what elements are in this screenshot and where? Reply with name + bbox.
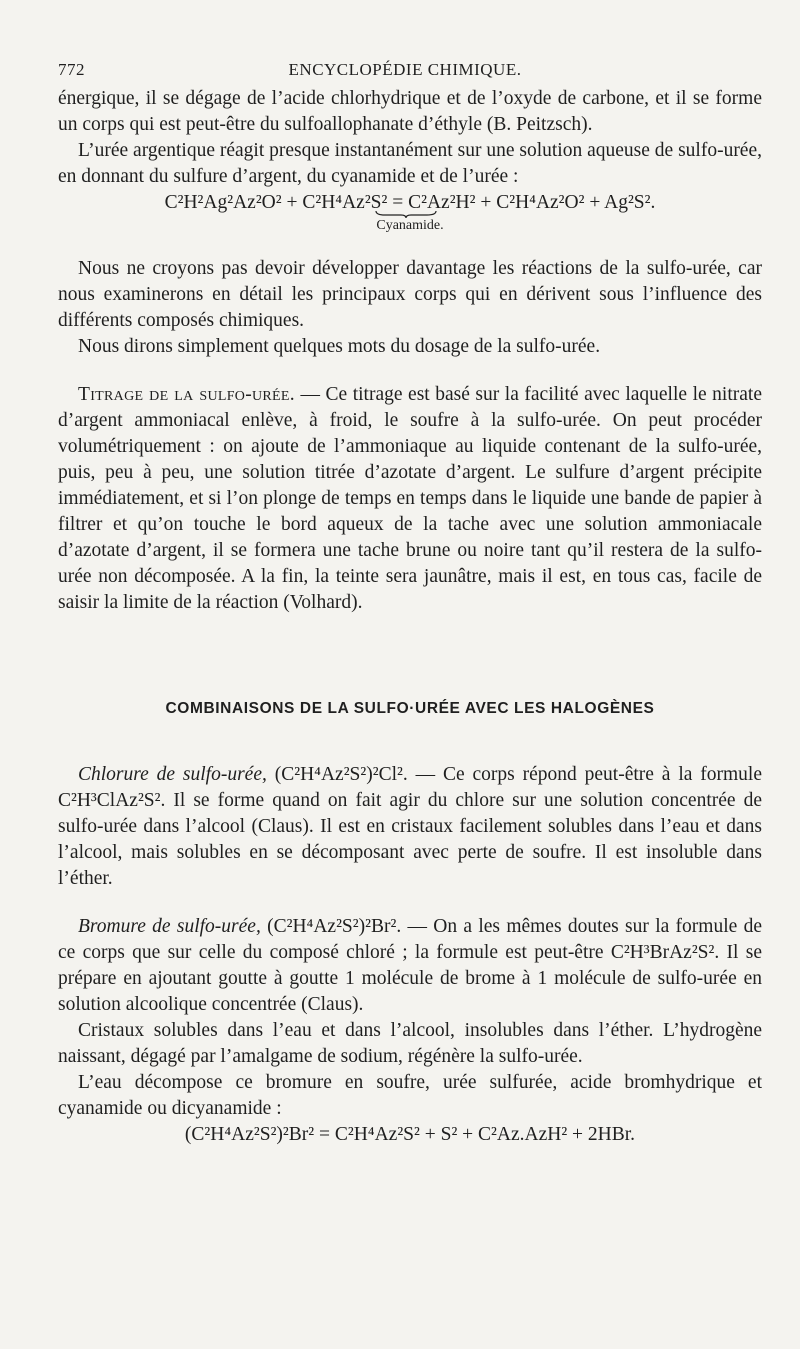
paragraph-8: Cristaux solubles dans l’eau et dans l’alcool, insolubles dans l’éther. L’hydrogène naissant, dégagé par l’amalgame de sodium, régénère la sulfo-urée. (58, 1020, 762, 1067)
paragraph-5-text: — Ce titrage est basé sur la facilité avec laquelle le nitrate d’argent ammoniacal enlève, à froid, le soufre à la sulfo-urée. On peut procéder volumétriquement : on ajoute de l’ammoniaque au liquide contenant de la sulfo-urée, puis, peu à peu, une solution titrée d’azotate d’argent. Le sulfure d’argent précipite immédiatement, et si l’on plonge de temps en temps dans le liquide une bande de papier à filtrer et qu’on touche le bord aqueux de la tache avec une solution ammoniacale d’azotate d’argent, il se formera une tache brune ou noire tant qu’il restera de la sulfo-urée non décomposée. A la fin, la teinte sera jaunâtre, mais il est, en tous cas, facile de saisir la limite de la réaction (Volhard). (58, 384, 762, 613)
paragraph-6-lead: Chlorure de sulfo-urée, (78, 764, 267, 785)
paragraph-7 (58, 914, 762, 1018)
paragraph-3: Nous ne croyons pas devoir développer davantage les réactions de la sulfo-urée, car nous examinerons en détail les principaux corps qui en dérivent sous l’influence des différents composés chimiques. (58, 258, 762, 331)
running-title: ENCYCLOPÉDIE CHIMIQUE. (288, 60, 522, 79)
equation-2: (C²H⁴Az²S²)²Br² = C²H⁴Az²S² + S² + C²Az.AzH² + 2HBr. (184, 1124, 636, 1145)
equation-1-label: Cyanamide. (376, 218, 444, 233)
page-body (58, 86, 762, 1148)
paragraph-6 (58, 762, 762, 892)
paragraph-6-text: (C²H⁴Az²S²)²Cl². — Ce corps répond peut-être à la formule C²H³ClAz²S². Il se forme quand on fait agir du chlore sur une solution concentrée de sulfo-urée dans l’alcool (Claus). Il est en cristaux facilement solubles dans l’eau et dans l’alcool, mais solubles en se décomposant avec perte de soufre. Il est insoluble dans l’éther. (58, 764, 762, 889)
paragraph-5 (58, 382, 762, 616)
page-header (58, 60, 752, 84)
paragraph-2: L’urée argentique réagit presque instantanément sur une solution aqueuse de sulfo-urée, en donnant du sulfure d’argent, du cyanamide et de l’urée : (58, 140, 762, 187)
paragraph-1: énergique, il se dégage de l’acide chlorhydrique et de l’oxyde de carbone, et il se forme un corps qui est peut-être du sulfoallophanate d’éthyle (B. Peitzsch). (58, 88, 762, 135)
paragraph-7-lead: Bromure de sulfo-urée, (78, 916, 261, 937)
paragraph-7-text: (C²H⁴Az²S²)²Br². — On a les mêmes doutes sur la formule de ce corps que sur celle du composé chloré ; la formule est peut-être C²H³BrAz²S². Il se prépare en ajoutant goutte à goutte 1 molécule de brome à 1 molécule de sulfo-urée en solution alcoolique concentrée (Claus). (58, 916, 762, 1015)
equation-1: C²H²Ag²Az²O² + C²H⁴Az²S² = C²Az²H² + C²H⁴Az²O² + Ag²S². (164, 192, 656, 213)
underbrace-icon (375, 210, 437, 218)
paragraph-9: L’eau décompose ce bromure en soufre, urée sulfurée, acide bromhydrique et cyanamide ou dicyanamide : (58, 1072, 762, 1119)
paragraph-5-lead: Titrage de la sulfo-urée. (78, 384, 295, 405)
paragraph-4: Nous dirons simplement quelques mots du dosage de la sulfo-urée. (78, 336, 601, 357)
page-number: 772 (58, 60, 85, 79)
section-heading: COMBINAISONS DE LA SULFO·URÉE AVEC LES HALOGÈNES (165, 700, 655, 717)
